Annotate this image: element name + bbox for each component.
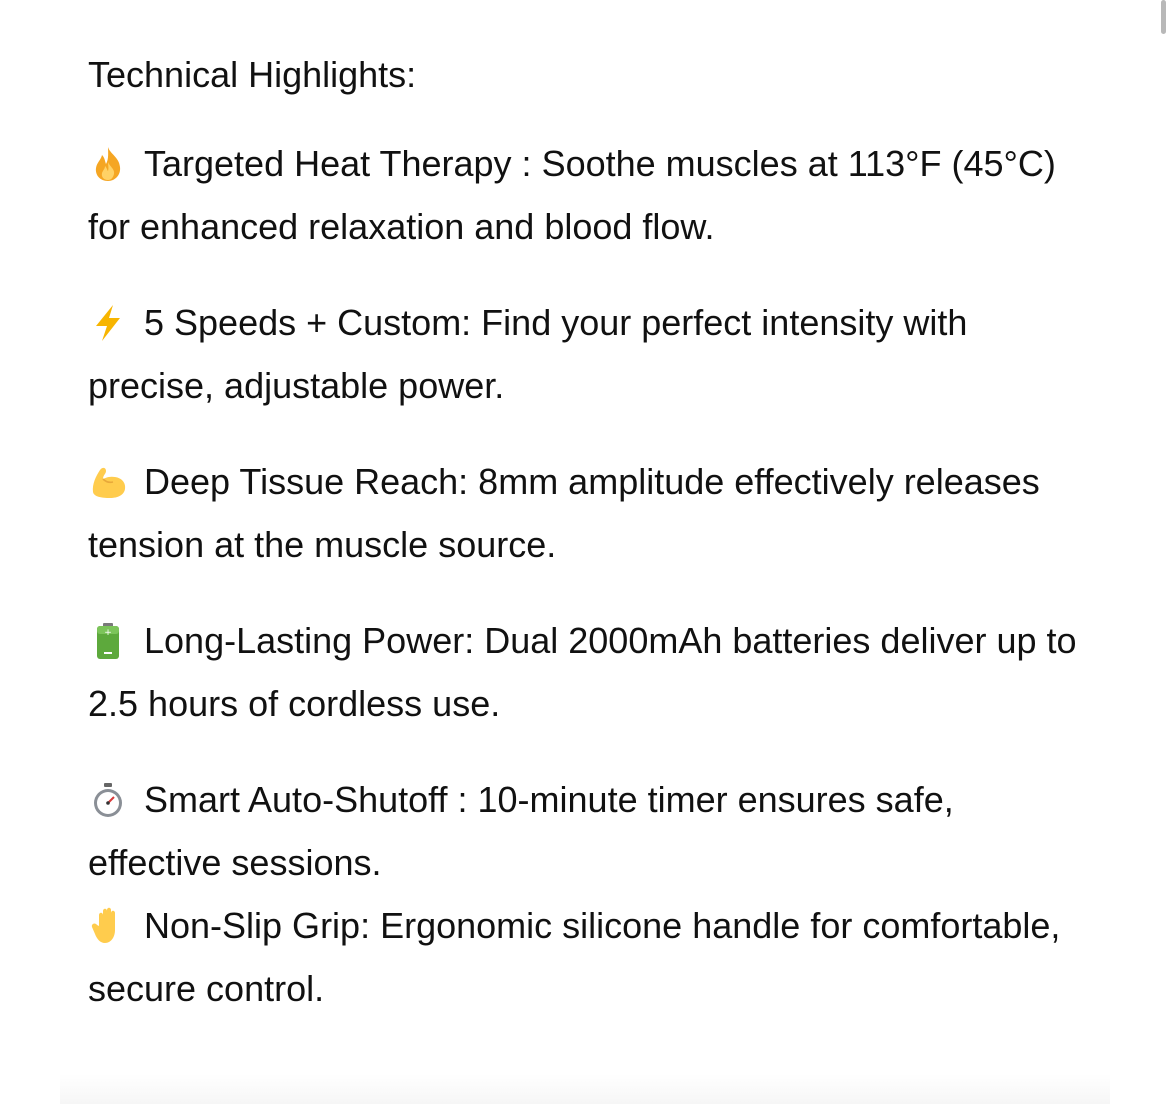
flexed-biceps-icon bbox=[88, 462, 128, 498]
fire-icon bbox=[88, 144, 128, 180]
highlight-item-heat bbox=[88, 132, 1088, 258]
lightning-icon bbox=[88, 303, 128, 339]
bottom-edge bbox=[60, 1074, 1110, 1104]
battery-icon bbox=[88, 621, 128, 657]
highlight-text: Non-Slip Grip: Ergonomic silicone handle for comfortable, secure control. bbox=[88, 905, 1061, 1009]
highlight-text: Targeted Heat Therapy : Soothe muscles at 113°F (45°C) for enhanced relaxation and blood flow. bbox=[88, 143, 1056, 247]
highlight-text: Long-Lasting Power: Dual 2000mAh batteries deliver up to 2.5 hours of cordless use. bbox=[88, 620, 1077, 724]
section-heading: Technical Highlights: bbox=[88, 54, 417, 95]
highlight-text: Smart Auto-Shutoff : 10-minute timer ensures safe, effective sessions. bbox=[88, 779, 954, 883]
highlight-text: 5 Speeds + Custom: Find your perfect intensity with precise, adjustable power. bbox=[88, 302, 968, 406]
highlight-item-speeds bbox=[88, 291, 1088, 417]
highlight-item-auto-shutoff bbox=[88, 768, 1088, 894]
scrollbar[interactable] bbox=[1161, 0, 1166, 34]
stopwatch-icon bbox=[88, 780, 128, 816]
highlight-text: Deep Tissue Reach: 8mm amplitude effectively releases tension at the muscle source. bbox=[88, 461, 1040, 565]
highlight-item-deep-tissue bbox=[88, 450, 1088, 576]
raised-hand-icon bbox=[88, 906, 128, 942]
highlight-item-grip bbox=[88, 894, 1088, 1020]
svg-text:+: + bbox=[104, 628, 112, 638]
highlight-item-battery bbox=[88, 609, 1088, 735]
highlights-section bbox=[88, 52, 1088, 1053]
